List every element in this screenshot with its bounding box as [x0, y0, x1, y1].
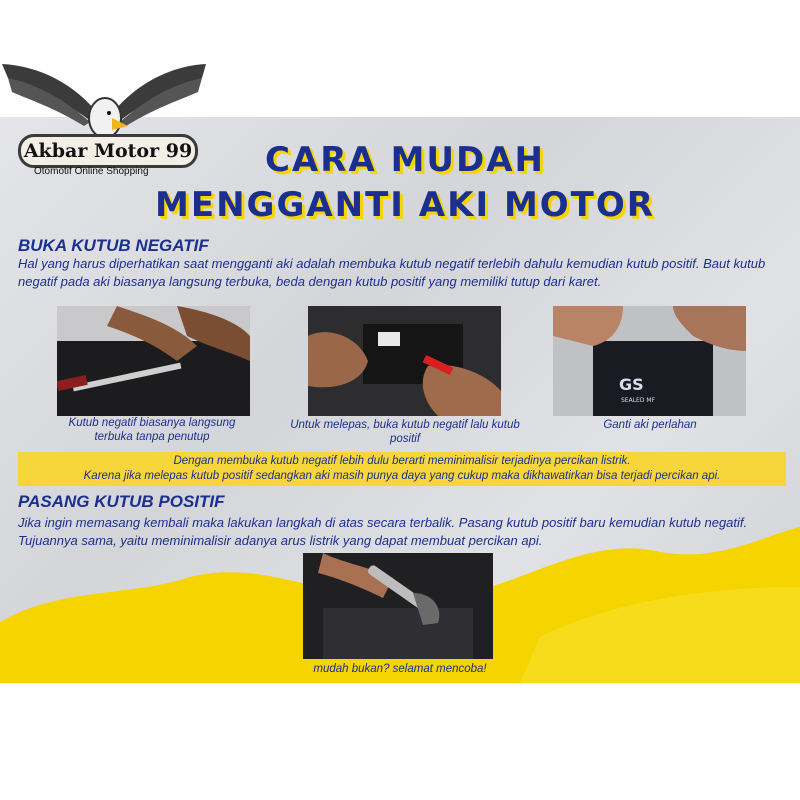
- eagle-icon: [0, 56, 210, 141]
- banner-line-2: Karena jika melepas kutub positif sedangkan aki masih punya daya yang cukup maka dikhawatirkan bisa terjadi percikan api.: [83, 470, 721, 482]
- section-paragraph-negative: Hal yang harus diperhatikan saat mengganti aki adalah membuka kutub negatif terlebih dahulu kemudian kutub positif. Baut kutub negatif pada aki biasanya langsung terbuka, beda dengan kutub positif yang memiliki tutup dari karet.: [18, 256, 766, 289]
- caption-photo-3: Ganti aki perlahan: [603, 419, 697, 431]
- battery-label: GS: [619, 375, 644, 394]
- section-heading-positive: PASANG KUTUB POSITIF: [18, 492, 225, 511]
- photo-removing-terminal: [308, 306, 501, 416]
- caption-photo-1: Kutub negatif biasanya langsung terbuka tanpa penutup: [68, 417, 236, 443]
- caption-photo-2: Untuk melepas, buka kutub negatif lalu kutub positif: [290, 419, 520, 445]
- closing-caption: mudah bukan? selamat mencoba!: [313, 663, 487, 675]
- photo-replacing-battery: [553, 306, 746, 416]
- title-line-1: CARA MUDAH: [264, 140, 546, 180]
- section-heading-negative: BUKA KUTUB NEGATIF: [18, 236, 209, 255]
- title-line-2: MENGGANTI AKI MOTOR: [155, 185, 655, 225]
- section-paragraph-positive: Jika ingin memasang kembali maka lakukan langkah di atas secara terbalik. Pasang kutub positif baru kemudian kutub negatif. Tujuannya sama, yaitu meminimalisir adanya arus listrik yang dapat membuat percikan api.: [18, 515, 748, 548]
- highlight-banner: [18, 452, 786, 486]
- brand-name: Akbar Motor 99: [18, 134, 198, 168]
- brand-tagline: Otomotif Online Shopping: [34, 166, 149, 177]
- battery-sublabel: SEALED MF: [621, 397, 655, 404]
- photo-installing-terminal: [303, 553, 493, 659]
- photo-negative-terminal: [57, 306, 250, 416]
- banner-line-1: Dengan membuka kutub negatif lebih dulu berarti meminimalisir terjadinya percikan listrik.: [173, 455, 631, 467]
